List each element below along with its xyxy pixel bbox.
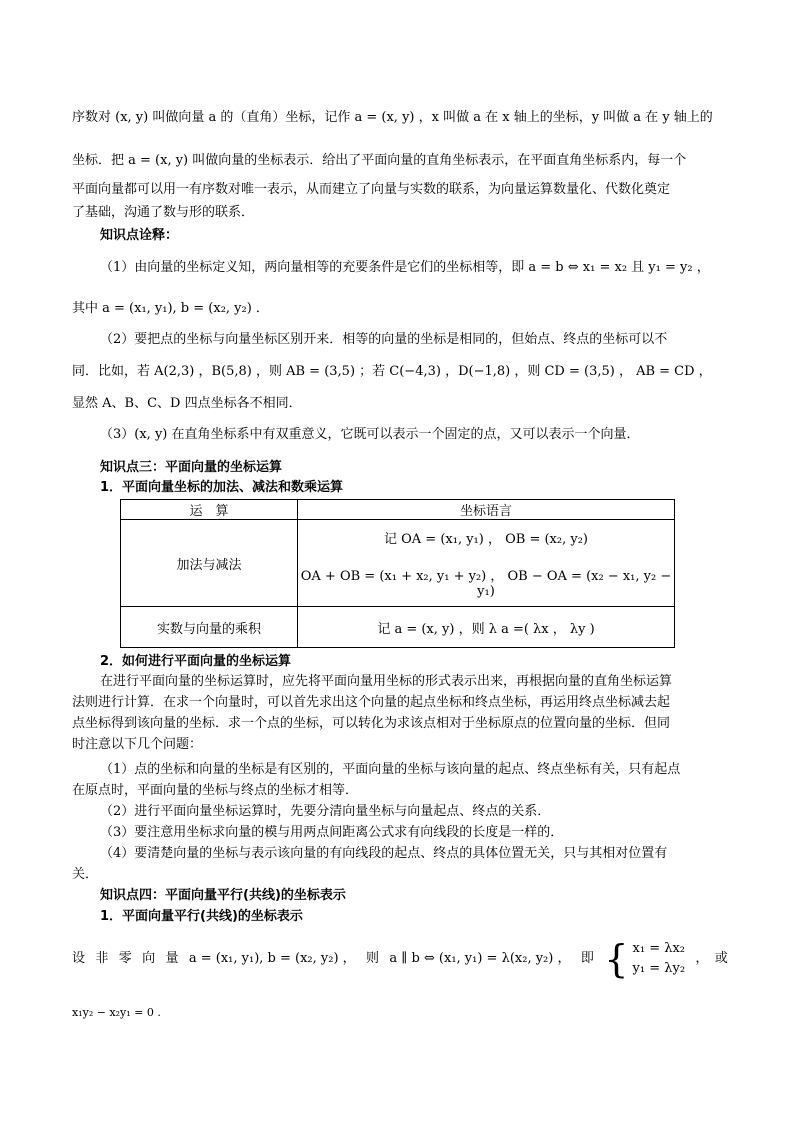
table-cell-op: 加法与减法: [121, 520, 298, 607]
collinear-alt: x₁y₂ − x₂y₁ = 0 .: [72, 1006, 161, 1019]
formula-line: OA + OB = (x₁ + x₂, y₁ + y₂) ， OB − OA = (x₂ − x₁, y₂ − y₁): [300, 568, 672, 599]
equation-system: [604, 939, 685, 979]
note-line: （4）要清楚向量的坐标与表示该向量的有向线段的起点、终点的具体位置无关，只与其相对位置有: [100, 846, 668, 861]
word: 量: [165, 951, 179, 966]
formula-line: 记 OA = (x₁, y₁) ， OB = (x₂, y₂): [384, 531, 588, 547]
section4-sub1: 1．平面向量平行(共线)的坐标表示: [100, 909, 303, 924]
intro-line-1: 序数对 (x, y) 叫做向量 a 的（直角）坐标，记作 a = (x, y) ，x 叫做 a 在 x 轴上的坐标，y 叫做 a 在 y 轴上的: [72, 110, 713, 125]
section3-sub2: 2．如何进行平面向量的坐标运算: [100, 654, 292, 669]
explain-p3: （3）(x, y) 在直角坐标系中有双重意义，它既可以表示一个固定的点，又可以表示一个向量．: [100, 427, 640, 442]
intro-line-2: 坐标．把 a = (x, y) 叫做向量的坐标表示．给出了平面向量的直角坐标表示，在平面直角坐标系内，每一个: [72, 153, 687, 168]
table-cell-lang: [298, 607, 675, 648]
explain-p2-line2: 同．比如，若 A(2,3) ，B(5,8) ，则 AB = (3,5) ；若 C(−4,3) ，D(−1,8) ，则 CD = (3,5) ， AB = CD ，: [72, 364, 712, 379]
table-header-op: 运 算: [121, 500, 298, 520]
table-cell-op: 实数与向量的乘积: [121, 607, 298, 648]
vector-expr: a = (x₁, y₁), b = (x₂, y₂) ，: [188, 951, 356, 966]
para-line: 时注意以下几个问题：: [72, 737, 203, 752]
note-line: 关．: [72, 867, 99, 882]
word: 零: [118, 951, 132, 966]
para-line: 在进行平面向量的坐标运算时，应先将平面向量用坐标的形式表示出来，再根据向量的直角坐标运算: [100, 674, 673, 689]
explain-p2-line1: （2）要把点的坐标与向量坐标区别开来．相等的向量的坐标是相同的，但始点、终点的坐标可以不: [100, 332, 668, 347]
word: 向: [142, 951, 156, 966]
intro-line-4: 了基础，沟通了数与形的联系．: [72, 205, 255, 220]
note-line: （1）点的坐标和向量的坐标是有区别的，平面向量的坐标与该向量的起点、终点坐标有关，只有起点: [100, 762, 681, 777]
collinear-expr: a ∥ b ⇔ (x₁, y₁) = λ(x₂, y₂) ，: [389, 951, 571, 966]
note-line: 在原点时，平面向量的坐标与终点的坐标才相等．: [72, 783, 359, 798]
explain-p1-line2: 其中 a = (x₁, y₁), b = (x₂, y₂) ．: [72, 301, 269, 316]
operations-table: [120, 499, 675, 648]
explain-heading: 知识点诠释：: [100, 228, 179, 243]
intro-line-3: 平面向量都可以用一有序数对唯一表示，从而建立了向量与实数的联系，为向量运算数量化、代数化奠定: [72, 182, 671, 197]
word: 即: [580, 951, 594, 966]
note-line: （2）进行平面向量坐标运算时，先要分清向量坐标与向量起点、终点的关系．: [100, 804, 551, 819]
system-eq-1: x₁ = λx₂: [632, 941, 686, 956]
note-line: （3）要注意用坐标求向量的模与用两点间距离公式求有向线段的长度是一样的．: [100, 825, 564, 840]
word: 设: [72, 951, 86, 966]
word: ， 或: [695, 951, 728, 966]
para-line: 法则进行计算．在求一个向量时，可以首先求出这个向量的起点坐标和终点坐标，再运用终点坐标减去起: [72, 695, 671, 710]
section4-heading: 知识点四：平面向量平行(共线)的坐标表示: [100, 888, 346, 903]
explain-p1-line1: （1）由向量的坐标定义知，两向量相等的充要条件是它们的坐标相等，即 a = b ⇔ x₁ = x₂ 且 y₁ = y₂ ，: [100, 260, 710, 275]
brace-icon: {: [604, 937, 629, 981]
word: 则: [366, 951, 380, 966]
formula-line: 记 a = (x, y) ，则 λ a =( λx ， λy ): [377, 621, 595, 637]
table-row: [121, 607, 675, 648]
system-eq-2: y₁ = λy₂: [632, 961, 686, 976]
table-row: [121, 520, 675, 607]
section3-heading: 知识点三：平面向量的坐标运算: [100, 460, 283, 475]
table-cell-lang: [298, 520, 675, 607]
table-header-lang: 坐标语言: [298, 500, 675, 520]
word: 非: [95, 951, 109, 966]
explain-p2-line3: 显然 A、B、C、D 四点坐标各不相同．: [72, 396, 302, 411]
para-line: 点坐标得到该向量的坐标．求一个点的坐标，可以转化为求该点相对于坐标原点的位置向量的坐标．但同: [72, 716, 671, 731]
collinear-condition: [72, 938, 728, 980]
table-header-row: [121, 500, 675, 520]
section3-sub1: 1．平面向量坐标的加法、减法和数乘运算: [100, 480, 344, 495]
